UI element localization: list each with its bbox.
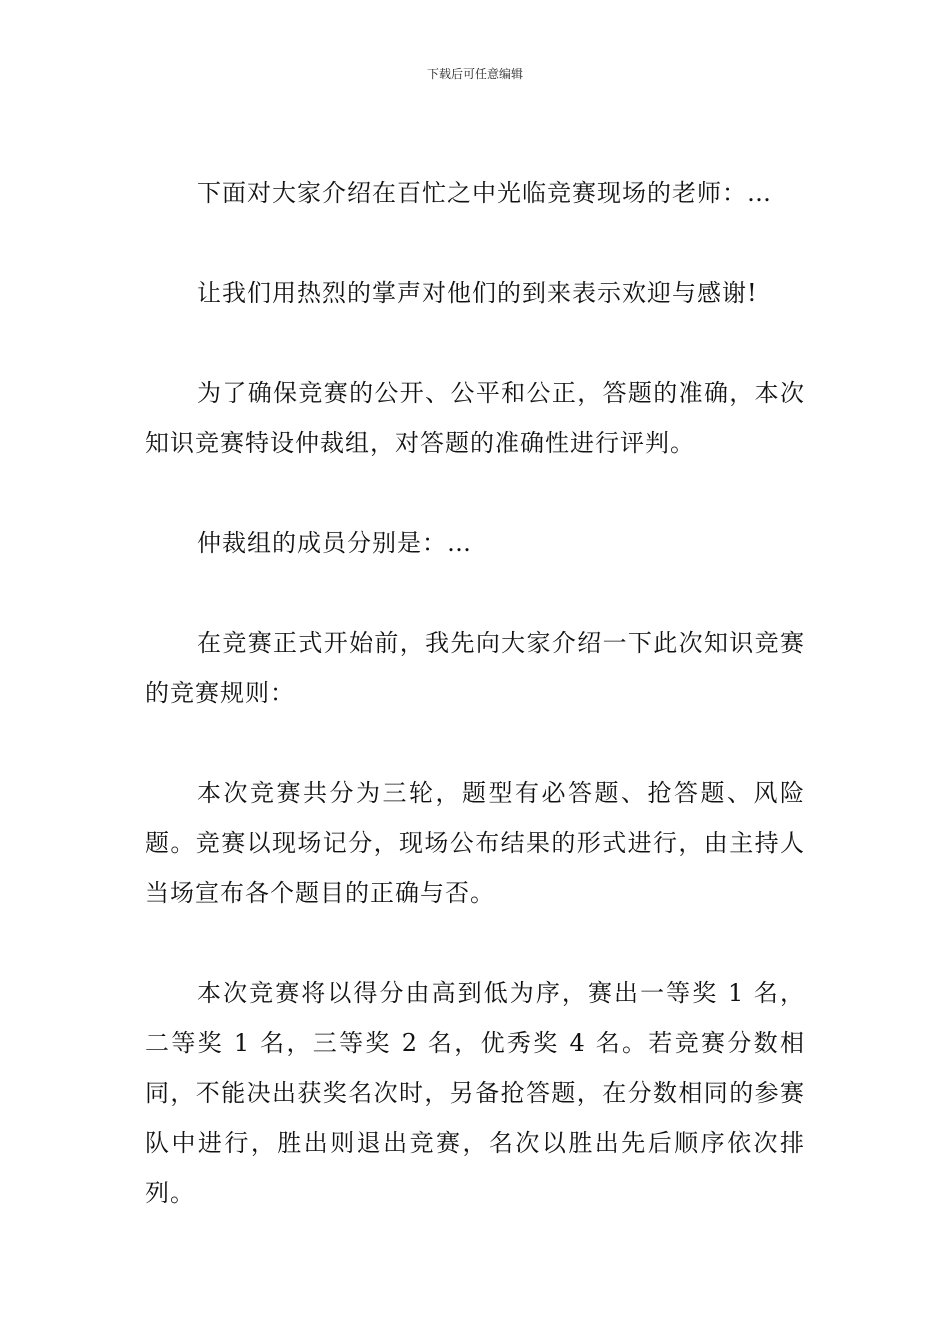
- paragraph-rules-intro: 在竞赛正式开始前，我先向大家介绍一下此次知识竞赛的竞赛规则：: [145, 629, 805, 707]
- paragraph-welcome-applause: 让我们用热烈的掌声对他们的到来表示欢迎与感谢!: [197, 279, 758, 307]
- paragraph-arbitration-members: 仲裁组的成员分别是：…: [197, 529, 472, 557]
- paragraph-rounds: 本次竞赛共分为三轮，题型有必答题、抢答题、风险题。竞赛以现场记分，现场公布结果的形式进行，由主持人当场宣布各个题目的正确与否。: [145, 779, 805, 907]
- paragraph-arbitration-group: 为了确保竞赛的公开、公平和公正，答题的准确，本次知识竞赛特设仲裁组，对答题的准确性进行评判。: [145, 379, 805, 457]
- page-header-note: 下载后可任意编辑: [426, 67, 523, 81]
- document-body: [145, 168, 805, 1218]
- paragraph-teachers-intro: 下面对大家介绍在百忙之中光临竞赛现场的老师：…: [197, 179, 772, 207]
- paragraph-awards: 本次竞赛将以得分由高到低为序，赛出一等奖 1 名，二等奖 1 名，三等奖 2 名，优秀奖 4 名。若竞赛分数相同，不能决出获奖名次时，另备抢答题，在分数相同的参赛队中进行，胜出则退出竞赛，名次以胜出先后顺序依次排列。: [145, 979, 805, 1207]
